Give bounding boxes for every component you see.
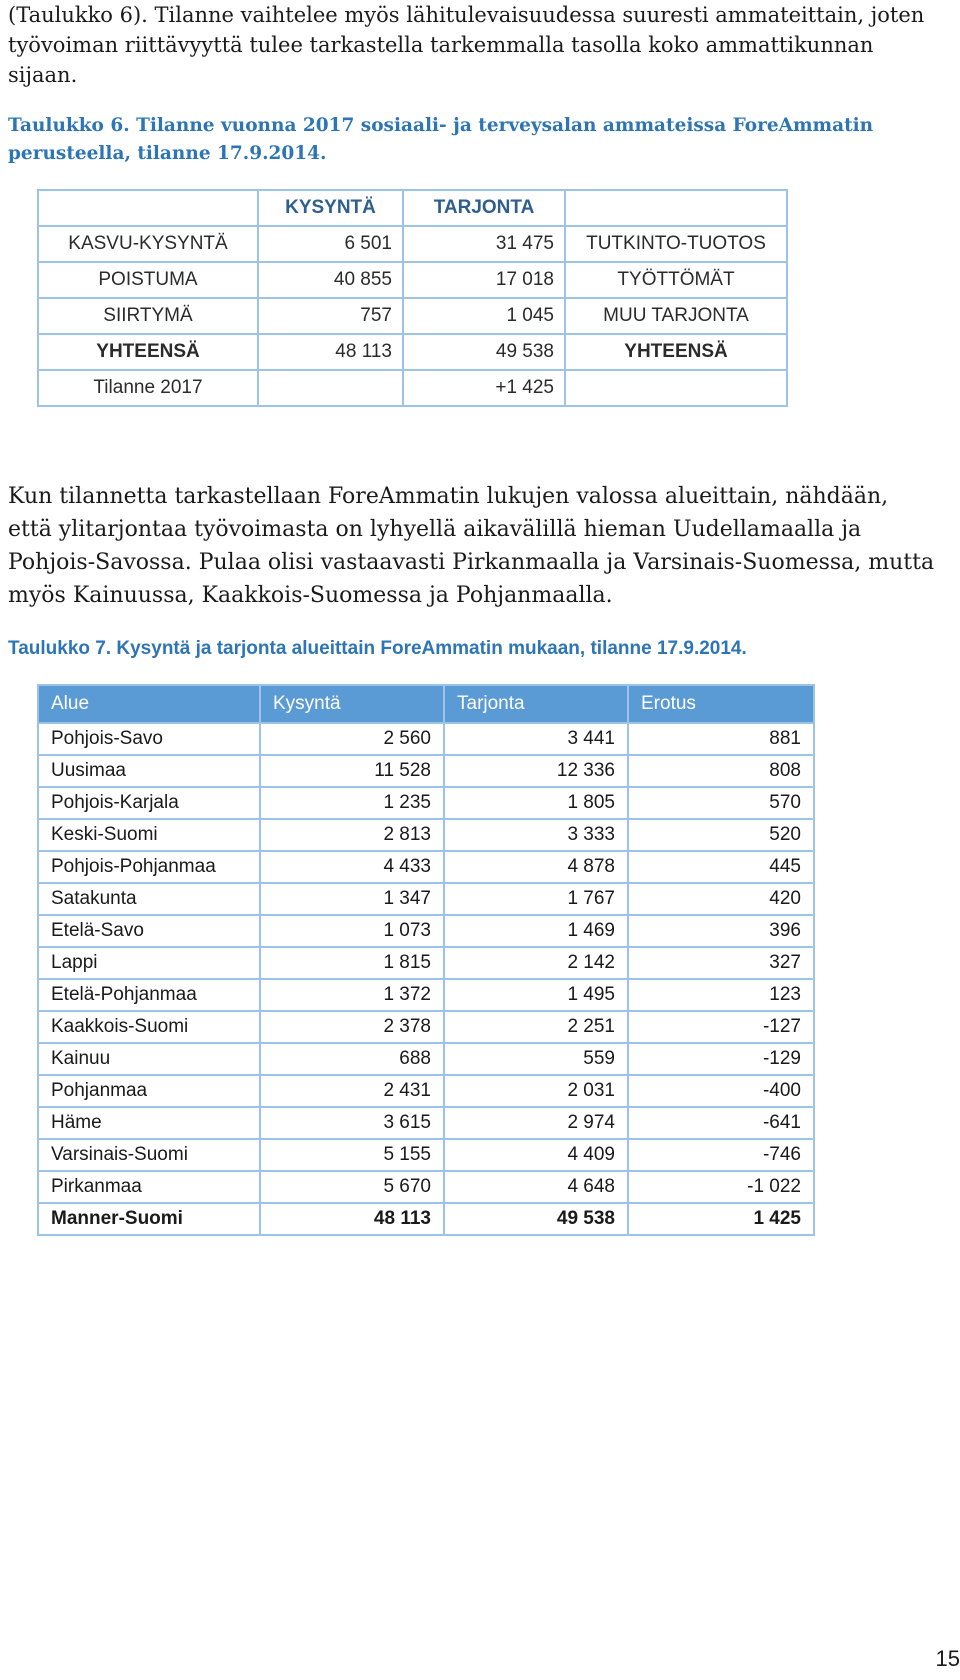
demand-value: 2 560: [260, 723, 444, 755]
supply-value: 559: [444, 1043, 628, 1075]
table7: [37, 684, 815, 1236]
table7-total-row: [38, 1203, 814, 1235]
table6-value: +1 425: [403, 370, 565, 406]
region-name: Uusimaa: [38, 755, 260, 787]
table6-value: 757: [258, 298, 403, 334]
difference-value: -1 022: [628, 1171, 814, 1203]
supply-value: 1 767: [444, 883, 628, 915]
table7-row: [38, 755, 814, 787]
region-name: Etelä-Pohjanmaa: [38, 979, 260, 1011]
table6-value: 48 113: [258, 334, 403, 370]
table7-body: [38, 723, 814, 1235]
table7-row: [38, 1011, 814, 1043]
table6-header-cell: [565, 190, 787, 226]
total-demand: 48 113: [260, 1203, 444, 1235]
region-name: Lappi: [38, 947, 260, 979]
table6-label: SIIRTYMÄ: [38, 298, 258, 334]
table7-row: [38, 1139, 814, 1171]
table6-value: 1 045: [403, 298, 565, 334]
region-name: Keski-Suomi: [38, 819, 260, 851]
demand-value: 1 073: [260, 915, 444, 947]
intro-paragraph: (Taulukko 6). Tilanne vaihtelee myös lähitulevaisuudessa suuresti ammateittain, joten työvoiman riittävyyttä tulee tarkastella tarkemmalla tasolla koko ammattikunnan sijaan.: [8, 3, 925, 87]
difference-value: 396: [628, 915, 814, 947]
table7-row: [38, 1107, 814, 1139]
table7-row: [38, 851, 814, 883]
table6-header-cell: [38, 190, 258, 226]
table7-row: [38, 1171, 814, 1203]
difference-value: 420: [628, 883, 814, 915]
difference-value: -746: [628, 1139, 814, 1171]
difference-value: 808: [628, 755, 814, 787]
supply-value: 4 648: [444, 1171, 628, 1203]
supply-value: 2 142: [444, 947, 628, 979]
supply-value: 2 031: [444, 1075, 628, 1107]
table7-row: [38, 1043, 814, 1075]
supply-value: 2 974: [444, 1107, 628, 1139]
region-name: Pohjois-Karjala: [38, 787, 260, 819]
table6-row: [38, 298, 787, 334]
table6-header-kysynta: KYSYNTÄ: [258, 190, 403, 226]
demand-value: 2 431: [260, 1075, 444, 1107]
total-supply: 49 538: [444, 1203, 628, 1235]
table7-header-erotus: Erotus: [628, 685, 814, 723]
table6-label: TYÖTTÖMÄT: [565, 262, 787, 298]
table7-header-kysynta: Kysyntä: [260, 685, 444, 723]
table7-row: [38, 915, 814, 947]
table6-total-row: [38, 334, 787, 370]
demand-value: 11 528: [260, 755, 444, 787]
table6: [37, 189, 788, 407]
table6-header-tarjonta: TARJONTA: [403, 190, 565, 226]
region-name: Varsinais-Suomi: [38, 1139, 260, 1171]
page-number: 15: [935, 1646, 960, 1671]
table6-value: 6 501: [258, 226, 403, 262]
demand-value: 688: [260, 1043, 444, 1075]
supply-value: 1 805: [444, 787, 628, 819]
region-name: Satakunta: [38, 883, 260, 915]
demand-value: 1 815: [260, 947, 444, 979]
table7-row: [38, 723, 814, 755]
demand-value: 3 615: [260, 1107, 444, 1139]
demand-value: 2 378: [260, 1011, 444, 1043]
supply-value: 1 469: [444, 915, 628, 947]
table6-value: 49 538: [403, 334, 565, 370]
demand-value: 1 347: [260, 883, 444, 915]
table6-header-row: [38, 190, 787, 226]
demand-value: 1 372: [260, 979, 444, 1011]
table6-label: Tilanne 2017: [38, 370, 258, 406]
region-name: Häme: [38, 1107, 260, 1139]
supply-value: 4 878: [444, 851, 628, 883]
table6-label: POISTUMA: [38, 262, 258, 298]
supply-value: 4 409: [444, 1139, 628, 1171]
table6-label: [565, 370, 787, 406]
demand-value: 5 155: [260, 1139, 444, 1171]
table6-value: [258, 370, 403, 406]
difference-value: 123: [628, 979, 814, 1011]
table6-row: [38, 370, 787, 406]
demand-value: 4 433: [260, 851, 444, 883]
difference-value: -400: [628, 1075, 814, 1107]
table7-row: [38, 979, 814, 1011]
total-label: Manner-Suomi: [38, 1203, 260, 1235]
difference-value: 327: [628, 947, 814, 979]
table7-row: [38, 787, 814, 819]
difference-value: 881: [628, 723, 814, 755]
demand-value: 5 670: [260, 1171, 444, 1203]
table6-value: 40 855: [258, 262, 403, 298]
table7-row: [38, 819, 814, 851]
table7-header-alue: Alue: [38, 685, 260, 723]
table6-caption: Taulukko 6. Tilanne vuonna 2017 sosiaali- ja terveysalan ammateissa ForeAmmatin perusteella, tilanne 17.9.2014.: [8, 115, 874, 164]
difference-value: 445: [628, 851, 814, 883]
table6-label: YHTEENSÄ: [565, 334, 787, 370]
difference-value: -129: [628, 1043, 814, 1075]
table7-caption: Taulukko 7. Kysyntä ja tarjonta alueittain ForeAmmatin mukaan, tilanne 17.9.2014.: [8, 638, 747, 659]
region-name: Kaakkois-Suomi: [38, 1011, 260, 1043]
difference-value: 520: [628, 819, 814, 851]
table6-label: KASVU-KYSYNTÄ: [38, 226, 258, 262]
supply-value: 3 441: [444, 723, 628, 755]
region-name: Pirkanmaa: [38, 1171, 260, 1203]
supply-value: 12 336: [444, 755, 628, 787]
supply-value: 1 495: [444, 979, 628, 1011]
difference-value: -127: [628, 1011, 814, 1043]
region-name: Pohjois-Savo: [38, 723, 260, 755]
region-name: Pohjois-Pohjanmaa: [38, 851, 260, 883]
demand-value: 1 235: [260, 787, 444, 819]
demand-value: 2 813: [260, 819, 444, 851]
total-difference: 1 425: [628, 1203, 814, 1235]
table7-row: [38, 947, 814, 979]
table7-header-row: [38, 685, 814, 723]
table6-value: 31 475: [403, 226, 565, 262]
table6-row: [38, 226, 787, 262]
table6-label: MUU TARJONTA: [565, 298, 787, 334]
supply-value: 2 251: [444, 1011, 628, 1043]
table7-row: [38, 883, 814, 915]
table6-label: TUTKINTO-TUOTOS: [565, 226, 787, 262]
difference-value: 570: [628, 787, 814, 819]
region-name: Pohjanmaa: [38, 1075, 260, 1107]
table7-header-tarjonta: Tarjonta: [444, 685, 628, 723]
table7-row: [38, 1075, 814, 1107]
supply-value: 3 333: [444, 819, 628, 851]
body-paragraph: Kun tilannetta tarkastellaan ForeAmmatin lukujen valossa alueittain, nähdään, että ylitarjontaa työvoimasta on lyhyellä aikavälillä hieman Uudellamaalla ja Pohjois-Savossa. Pulaa olisi vastaavasti Pirkanmaalla ja Varsinais-Suomessa, mutta myös Kainuussa, Kaakkois-Suomessa ja Pohjanmaalla.: [8, 484, 935, 608]
region-name: Etelä-Savo: [38, 915, 260, 947]
table6-label: YHTEENSÄ: [38, 334, 258, 370]
region-name: Kainuu: [38, 1043, 260, 1075]
table6-row: [38, 262, 787, 298]
difference-value: -641: [628, 1107, 814, 1139]
table6-value: 17 018: [403, 262, 565, 298]
